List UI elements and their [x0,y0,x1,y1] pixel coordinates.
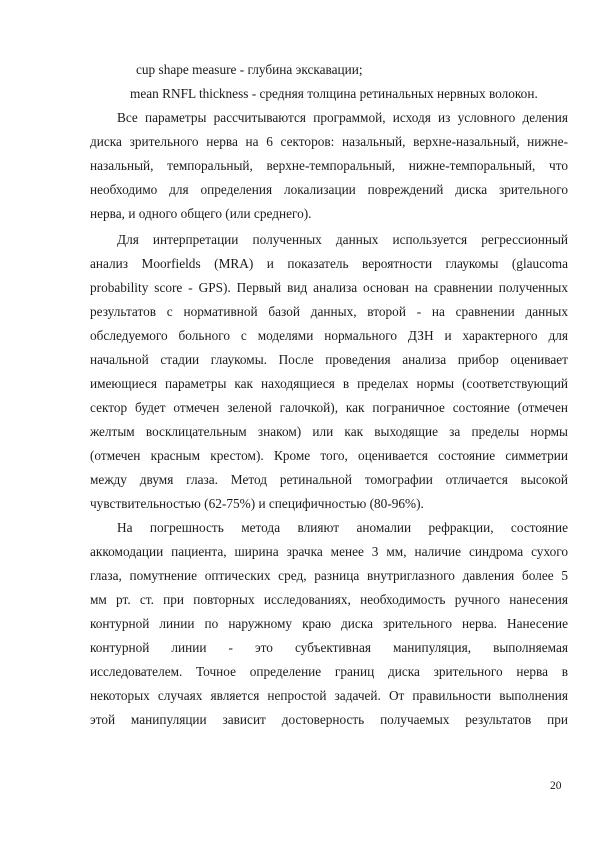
paragraph-line: исследователем. Точное определение границ диска зрительного нерва в [90,664,568,679]
paragraph-line: анализ Moorfields (MRA) и показатель вероятности глаукомы (glaucoma [90,256,568,271]
paragraph-line: результатов с нормативной базой данных, второй - на сравнении данных [90,304,568,319]
paragraph-line: необходимо для определения локализации повреждений диска зрительного [90,182,568,197]
paragraph-line: На погрешность метода влияют аномалии рефракции, состояние [117,520,568,535]
paragraph-line: контурной линии - это субъективная манипуляция, выполняемая [90,640,568,655]
paragraph-line: желтым восклицательным знаком) или как выходящие за пределы нормы [90,424,568,439]
list-item-rnfl-thickness: mean RNFL thickness - средняя толщина ретинальных нервных волокон. [130,86,538,101]
paragraph-line: этой манипуляции зависит достоверность получаемых результатов при [90,712,568,727]
paragraph-line: Для интерпретации полученных данных используется регрессионный [117,232,568,247]
paragraph-line: имеющиеся параметры как находящиеся в пределах нормы (соответствующий [90,376,568,391]
list-item-cup-shape: cup shape measure - глубина экскавации; [136,62,363,77]
paragraph-line: аккомодации пациента, ширина зрачка менее 3 мм, наличие синдрома сухого [90,544,568,559]
paragraph-line: Все параметры рассчитываются программой, исходя из условного деления [117,110,568,125]
paragraph-line: мм рт. ст. при повторных исследованиях, необходимость ручного нанесения [90,592,568,607]
paragraph-line: (отмечен красным крестом). Кроме того, оценивается состояние симметрии [90,448,568,463]
paragraph-line: probability score - GPS). Первый вид анализа основан на сравнении полученных [90,280,568,295]
paragraph-line: обследуемого больного с моделями нормального ДЗН и характерного для [90,328,568,343]
paragraph-line: глаза, помутнение оптических сред, разница внутриглазного давления более 5 [90,568,568,583]
paragraph-line: чувствительностью (62-75%) и специфичностью (80-96%). [90,496,424,511]
paragraph-line: нерва, и одного общего (или среднего). [90,206,312,221]
paragraph-line: контурной линии по наружному краю диска зрительного нерва. Нанесение [90,616,568,631]
paragraph-line: между двумя глаза. Метод ретинальной томографии отличается высокой [90,472,568,487]
paragraph-line: назальный, темпоральный, верхне-темпоральный, нижне-темпоральный, что [90,158,568,173]
paragraph-line: некоторых случаях является непростой задачей. От правильности выполнения [90,688,568,703]
paragraph-line: диска зрительного нерва на 6 секторов: назальный, верхне-назальный, нижне- [90,134,568,149]
page-number: 20 [550,780,562,792]
paragraph-line: сектор будет отмечен зеленой галочкой), как пограничное состояние (отмечен [90,400,568,415]
paragraph-line: начальной стадии глаукомы. После проведения анализа прибор оценивает [90,352,568,367]
